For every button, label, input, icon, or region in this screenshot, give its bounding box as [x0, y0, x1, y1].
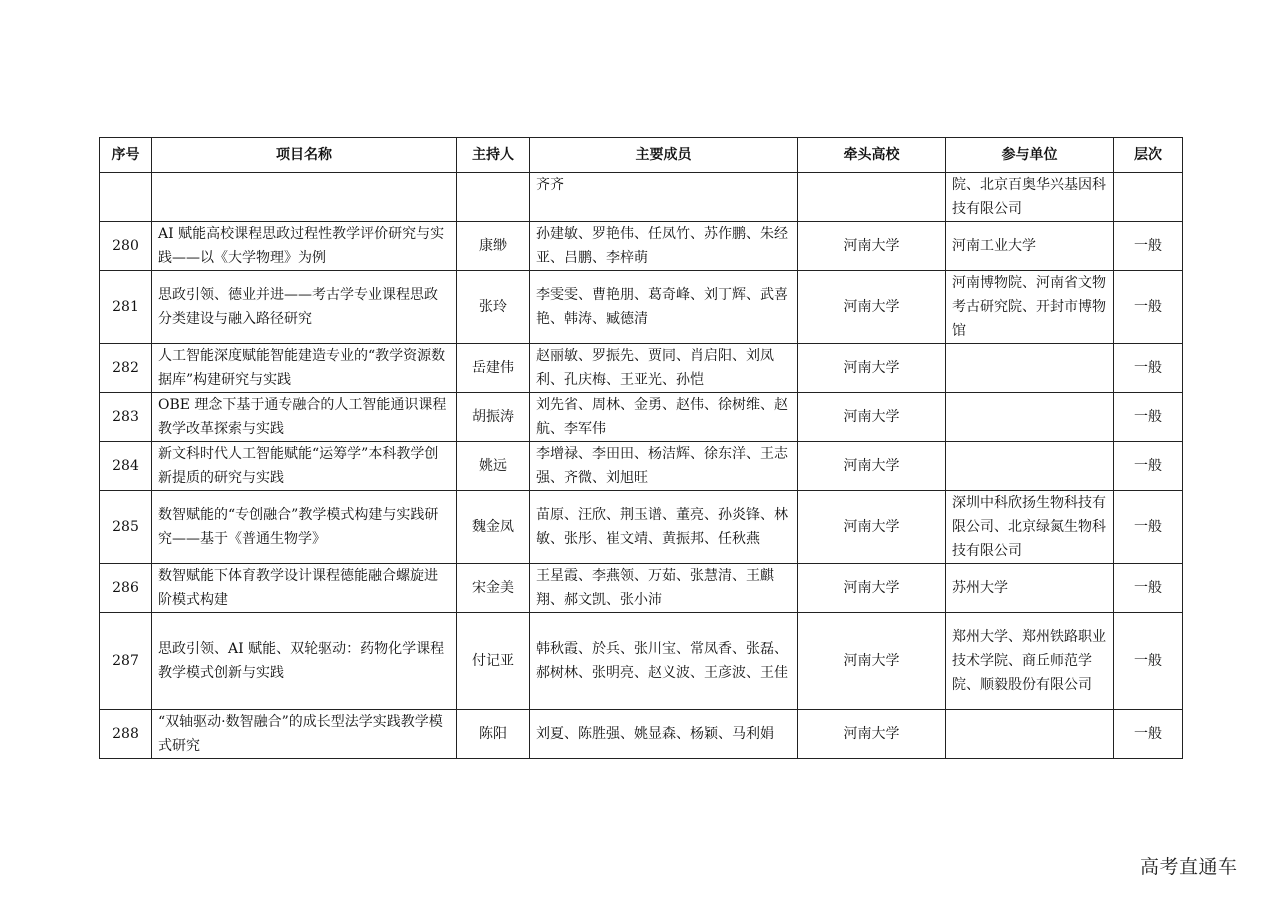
cell-members: 刘夏、陈胜强、姚显森、杨颖、马利娟: [530, 710, 798, 759]
cell-name: [152, 173, 457, 222]
cell-host: 魏金凤: [457, 491, 530, 564]
cell-members: 韩秋霞、於兵、张川宝、常凤香、张磊、郝树林、张明亮、赵义波、王彦波、王佳: [530, 613, 798, 710]
cell-level: 一般: [1114, 564, 1183, 613]
watermark-logo-text: 高考直通车: [1140, 856, 1238, 878]
table-row: [100, 344, 1183, 393]
project-table: [99, 137, 1183, 759]
cell-level: 一般: [1114, 613, 1183, 710]
cell-host: 胡振涛: [457, 393, 530, 442]
header-lead: 牵头高校: [798, 138, 946, 173]
table-row: [100, 710, 1183, 759]
cell-lead: 河南大学: [798, 393, 946, 442]
cell-members: 李雯雯、曹艳朋、葛奇峰、刘丁辉、武喜艳、韩涛、臧德清: [530, 271, 798, 344]
table-row: [100, 491, 1183, 564]
cell-host: 宋金美: [457, 564, 530, 613]
cell-members: 孙建敏、罗艳伟、任凤竹、苏作鹏、朱经亚、吕鹏、李梓萌: [530, 222, 798, 271]
table-row: [100, 173, 1183, 222]
cell-no: 280: [100, 222, 152, 271]
cell-host: 康缈: [457, 222, 530, 271]
table-row: [100, 613, 1183, 710]
cell-host: 付记亚: [457, 613, 530, 710]
cell-members: 齐齐: [530, 173, 798, 222]
cell-lead: 河南大学: [798, 222, 946, 271]
cell-no: 284: [100, 442, 152, 491]
cell-members: 苗原、汪欣、荆玉谱、董亮、孙炎锋、林敏、张彤、崔文靖、黄振邦、任秋燕: [530, 491, 798, 564]
cell-no: 282: [100, 344, 152, 393]
cell-no: 285: [100, 491, 152, 564]
cell-lead: 河南大学: [798, 491, 946, 564]
cell-lead: 河南大学: [798, 710, 946, 759]
cell-lead: 河南大学: [798, 271, 946, 344]
cell-name: 数智赋能的“专创融合”教学模式构建与实践研究——基于《普通生物学》: [152, 491, 457, 564]
cell-partners: 郑州大学、郑州铁路职业技术学院、商丘师范学院、顺毅股份有限公司: [946, 613, 1114, 710]
header-no: 序号: [100, 138, 152, 173]
cell-lead: 河南大学: [798, 613, 946, 710]
cell-level: 一般: [1114, 491, 1183, 564]
cell-level: 一般: [1114, 222, 1183, 271]
cell-partners: 苏州大学: [946, 564, 1114, 613]
cell-no: 286: [100, 564, 152, 613]
table-row: [100, 564, 1183, 613]
cell-members: 赵丽敏、罗振先、贾同、肖启阳、刘凤利、孔庆梅、王亚光、孙恺: [530, 344, 798, 393]
cell-level: 一般: [1114, 442, 1183, 491]
cell-no: 288: [100, 710, 152, 759]
header-name: 项目名称: [152, 138, 457, 173]
cell-level: [1114, 173, 1183, 222]
table-row: [100, 442, 1183, 491]
cell-partners: [946, 393, 1114, 442]
cell-host: [457, 173, 530, 222]
cell-name: 思政引领、德业并进——考古学专业课程思政分类建设与融入路径研究: [152, 271, 457, 344]
cell-partners: [946, 442, 1114, 491]
cell-host: 陈阳: [457, 710, 530, 759]
cell-level: 一般: [1114, 710, 1183, 759]
cell-lead: 河南大学: [798, 564, 946, 613]
header-host: 主持人: [457, 138, 530, 173]
cell-name: AI 赋能高校课程思政过程性教学评价研究与实践——以《大学物理》为例: [152, 222, 457, 271]
cell-partners: 深圳中科欣扬生物科技有限公司、北京绿氮生物科技有限公司: [946, 491, 1114, 564]
cell-no: [100, 173, 152, 222]
cell-name: “双轴驱动·数智融合”的成长型法学实践教学模式研究: [152, 710, 457, 759]
cell-partners: [946, 344, 1114, 393]
cell-level: 一般: [1114, 393, 1183, 442]
cell-partners: 河南工业大学: [946, 222, 1114, 271]
table-row: [100, 393, 1183, 442]
cell-level: 一般: [1114, 344, 1183, 393]
cell-members: 刘先省、周林、金勇、赵伟、徐树维、赵航、李军伟: [530, 393, 798, 442]
table-row: [100, 222, 1183, 271]
cell-no: 283: [100, 393, 152, 442]
cell-name: 人工智能深度赋能智能建造专业的“教学资源数据库”构建研究与实践: [152, 344, 457, 393]
cell-members: 李增禄、李田田、杨洁辉、徐东洋、王志强、齐微、刘旭旺: [530, 442, 798, 491]
cell-host: 岳建伟: [457, 344, 530, 393]
cell-members: 王星霞、李燕领、万茹、张慧清、王麒翔、郝文凯、张小沛: [530, 564, 798, 613]
header-members: 主要成员: [530, 138, 798, 173]
cell-name: 新文科时代人工智能赋能“运筹学”本科教学创新提质的研究与实践: [152, 442, 457, 491]
table-header-row: [100, 138, 1183, 173]
header-partners: 参与单位: [946, 138, 1114, 173]
cell-no: 281: [100, 271, 152, 344]
cell-name: 数智赋能下体育教学设计课程德能融合螺旋进阶模式构建: [152, 564, 457, 613]
cell-host: 姚远: [457, 442, 530, 491]
cell-name: OBE 理念下基于通专融合的人工智能通识课程教学改革探索与实践: [152, 393, 457, 442]
cell-level: 一般: [1114, 271, 1183, 344]
cell-lead: [798, 173, 946, 222]
cell-no: 287: [100, 613, 152, 710]
table-row: [100, 271, 1183, 344]
cell-partners: 河南博物院、河南省文物考古研究院、开封市博物馆: [946, 271, 1114, 344]
header-level: 层次: [1114, 138, 1183, 173]
cell-partners: 院、北京百奥华兴基因科技有限公司: [946, 173, 1114, 222]
cell-partners: [946, 710, 1114, 759]
cell-name: 思政引领、AI 赋能、双轮驱动：药物化学课程教学模式创新与实践: [152, 613, 457, 710]
cell-lead: 河南大学: [798, 344, 946, 393]
cell-host: 张玲: [457, 271, 530, 344]
cell-lead: 河南大学: [798, 442, 946, 491]
